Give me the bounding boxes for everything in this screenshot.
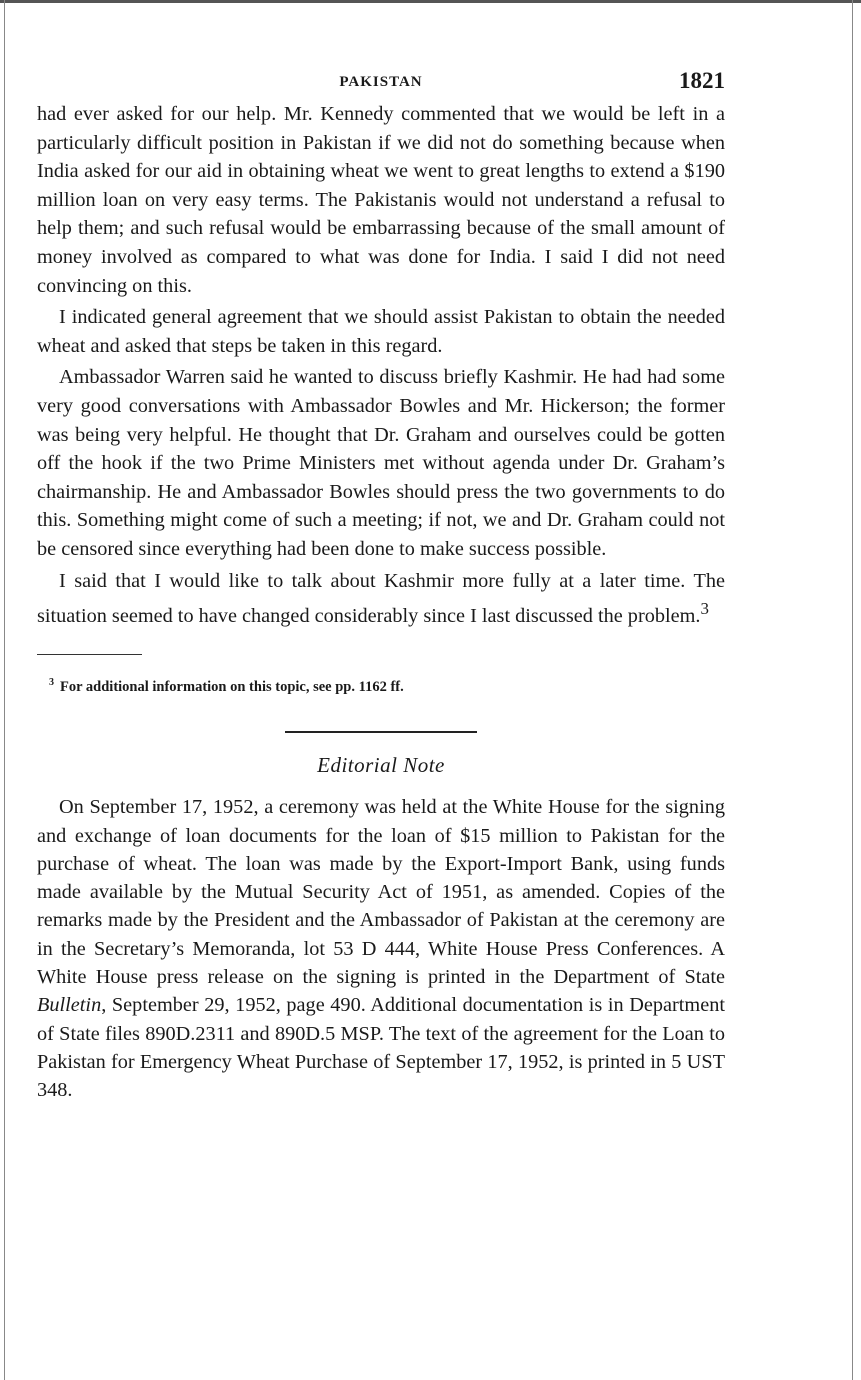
footnote-marker: 3 [49, 677, 54, 689]
page-number: 1821 [679, 68, 725, 93]
paragraph-1: had ever asked for our help. Mr. Kennedy commented that we would be left in a particularly difficult position in Pakistan if we did not do something because when India asked for our aid in obtaining wheat we went to great lengths to extend a $190 million loan on very easy terms. The Pakistanis would not understand a refusal to help them; and such refusal would be embarrassing because of the small amount of money involved as compared to what was done for India. I said I did not need convincing on this. [37, 103, 725, 297]
scan-border-right [852, 0, 853, 1380]
editorial-note-paragraph [37, 793, 725, 1104]
section-rule [285, 731, 477, 733]
running-title: PAKISTAN [339, 74, 423, 90]
editorial-note-title: Editorial Note [317, 753, 445, 778]
paragraph-4-text: I said that I would like to talk about Kashmir more fully at a later time. The situation seemed to have changed considerably since I last discussed the problem. [37, 569, 725, 627]
editorial-note [37, 793, 725, 1104]
footnote [37, 673, 725, 697]
footnote-rule [37, 654, 142, 655]
paragraph-3: Ambassador Warren said he wanted to discuss briefly Kashmir. He had had some very good conversations with Ambassador Bowles and Mr. Hickerson; the former was being very helpful. He thought that Dr. Graham and ourselves could be gotten off the hook if the two Prime Ministers met without agenda under Dr. Graham’s chairmanship. He and Ambassador Bowles should press the two governments to do this. Something might come of such a meeting; if not, we and Dr. Graham could not be censored since everything had been done to make success possible. [37, 366, 725, 560]
scan-border-top [0, 0, 861, 3]
footnote-text: For additional information on this topic, see pp. 1162 ff. [60, 679, 404, 696]
paragraph-4 [37, 567, 725, 631]
editorial-text-part2: , September 29, 1952, page 490. Additional documentation is in Department of State files 890D.2311 and 890D.5 MSP. The text of the agreement for the Loan to Pakistan for Emergency Wheat Purchase of September 17, 1952, is printed in 5 UST 348. [37, 994, 725, 1102]
body-text [37, 100, 725, 630]
scan-border-left [4, 0, 5, 1380]
document-page [37, 60, 725, 1105]
editorial-text-part1: On September 17, 1952, a ceremony was held at the White House for the signing and exchange of loan documents for the loan of $15 million to Pakistan for the purchase of wheat. The loan was made by the Export-Import Bank, using funds made available by the Mutual Security Act of 1951, as amended. Copies of the remarks made by the President and the Ambassador of Pakistan at the ceremony are in the Secretary’s Memoranda, lot 53 D 444, White House Press Conferences. A White House press release on the signing is printed in the Department of State [37, 796, 725, 989]
footnote-reference: 3 [700, 599, 709, 619]
bulletin-title: Bulletin [37, 994, 102, 1017]
paragraph-2: I indicated general agreement that we should assist Pakistan to obtain the needed wheat and asked that steps be taken in this regard. [37, 306, 725, 357]
running-head [37, 60, 725, 100]
